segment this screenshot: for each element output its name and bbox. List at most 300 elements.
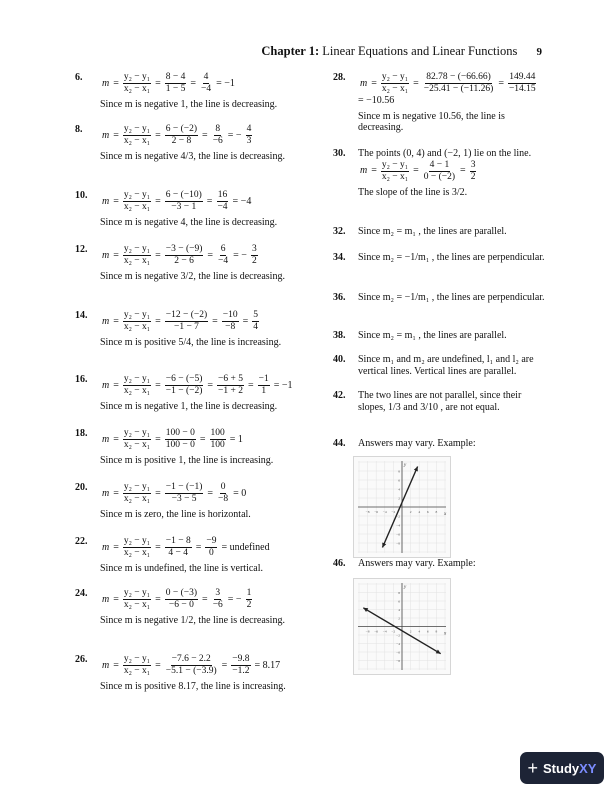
graph-46 [353, 578, 451, 675]
numerator: 149.44 [509, 72, 536, 82]
fraction [165, 190, 203, 213]
fraction [200, 72, 212, 95]
fraction [123, 654, 151, 677]
problem-number: 38. [333, 330, 346, 341]
problem-body [358, 558, 548, 570]
operator: m [102, 433, 110, 445]
explanation-text: Since m₂ = m₁ , the lines are parallel. [358, 226, 507, 237]
denominator: 2 [246, 599, 252, 610]
y-axis-label: y [404, 585, 407, 590]
equation [358, 160, 548, 183]
operator: = [212, 315, 218, 327]
equation [100, 654, 315, 677]
denominator: x₂ − x₁ [123, 493, 151, 504]
denominator: −6 [212, 135, 223, 146]
x-tick-label: −8 [365, 629, 370, 634]
x-tick-label: 4 [418, 629, 421, 634]
operator: = [190, 77, 196, 89]
operator: m [102, 593, 110, 605]
explanation-text: Since m is positive 1, the line is increasing. [100, 454, 274, 466]
operator: = [113, 659, 119, 671]
operator: = 8.17 [254, 659, 281, 671]
explanation-text: Since m is negative 1/2, the line is decreasing. [100, 614, 285, 626]
problem-number: 12. [75, 244, 88, 255]
x-tick-label: 4 [418, 510, 421, 514]
denominator: x₂ − x₁ [123, 255, 151, 266]
operator: = [155, 249, 161, 261]
explanation-text: Since m is negative 1, the line is decreasing. [100, 400, 278, 412]
equation-continuation: = −10.56 [358, 94, 395, 106]
denominator: −8 [218, 493, 229, 504]
operator: = 1 [229, 433, 243, 445]
problem-40 [333, 354, 548, 378]
problem-number: 20. [75, 482, 88, 493]
fraction [381, 72, 409, 95]
graph-44 [353, 456, 451, 558]
problem-30 [333, 148, 548, 198]
problem-body [358, 292, 548, 304]
problem-44 [333, 438, 548, 450]
equation [100, 72, 315, 95]
operator: = [113, 379, 119, 391]
numerator: y₂ − y₁ [123, 124, 151, 134]
x-tick-label: −4 [382, 510, 387, 514]
fraction [165, 428, 196, 451]
x-tick-label: 8 [435, 510, 438, 514]
operator: = [207, 487, 214, 499]
chapter-label: Chapter 1: [261, 44, 320, 58]
operator: = [413, 165, 419, 177]
fraction [216, 190, 228, 213]
problem-body [358, 148, 548, 198]
fraction [123, 482, 151, 505]
x-tick-label: 2 [409, 629, 412, 634]
problem-22 [75, 536, 315, 575]
x-tick-label: −8 [365, 510, 370, 514]
numerator: 4 − 1 [429, 159, 450, 170]
denominator: 4 [253, 321, 259, 332]
problem-number: 46. [333, 558, 346, 569]
y-tick-label: 4 [398, 608, 400, 612]
brand-text-b: XY [579, 760, 597, 776]
numerator: −7.6 − 2.2 [171, 654, 211, 664]
operator: m [102, 541, 110, 553]
fraction [217, 374, 244, 397]
explanation-text: Since m is negative 3/2, the line is decreasing. [100, 270, 285, 282]
operator: = [113, 77, 119, 89]
operator: = −1 [216, 77, 235, 89]
denominator: x₂ − x₁ [123, 385, 151, 396]
numerator: 4 [203, 72, 209, 82]
denominator: −1 − 7 [173, 321, 199, 332]
problem-number: 30. [333, 148, 346, 159]
y-tick-label: 8 [398, 469, 400, 474]
numerator: 0 [220, 482, 226, 492]
fraction [423, 160, 456, 183]
denominator: −3 − 5 [171, 493, 197, 504]
operator: m [102, 315, 110, 327]
x-tick-label: −2 [391, 629, 396, 634]
chapter-title: Linear Equations and Linear Functions [322, 44, 518, 58]
numerator: y₂ − y₁ [123, 72, 151, 82]
problem-38 [333, 330, 548, 342]
plus-icon: + [527, 757, 539, 778]
operator: = undefined [221, 541, 270, 553]
operator: m [102, 77, 110, 89]
y-tick-label: 2 [398, 616, 400, 621]
numerator: −9 [206, 536, 217, 546]
problem-number: 16. [75, 374, 88, 385]
operator: = [207, 249, 214, 261]
numerator: 1 [246, 588, 252, 598]
problem-body [358, 330, 548, 342]
problem-number: 44. [333, 438, 346, 449]
operator: = [113, 487, 119, 499]
denominator: x₂ − x₁ [381, 171, 409, 182]
numerator: −9.8 [232, 654, 250, 664]
problem-number: 8. [75, 124, 83, 135]
operator: = −4 [232, 195, 252, 207]
x-tick-label: 2 [409, 510, 412, 514]
denominator: 2 [251, 255, 257, 266]
equation [358, 72, 548, 95]
numerator: 6 − (−10) [165, 190, 202, 200]
explanation-text: Answers may vary. Example: [358, 558, 476, 569]
numerator: −3 − (−9) [165, 244, 203, 254]
operator: = [155, 379, 161, 391]
operator: = [371, 165, 377, 177]
y-tick-label: −2 [396, 514, 400, 519]
numerator: 8 [215, 124, 221, 134]
operator: = [155, 433, 161, 445]
fraction [258, 374, 270, 397]
equation [100, 190, 315, 213]
denominator: x₂ − x₁ [123, 201, 151, 212]
problem-46 [333, 558, 548, 570]
denominator: −1.2 [232, 665, 250, 676]
y-tick-label: −8 [396, 659, 400, 663]
y-tick-label: −6 [396, 532, 400, 537]
explanation-text: Since m is positive 8.17, the line is increasing. [100, 680, 286, 692]
operator: m [360, 165, 368, 177]
denominator: x₂ − x₁ [123, 83, 151, 94]
operator: = [199, 433, 206, 445]
fraction [205, 536, 217, 559]
operator: m [102, 659, 110, 671]
operator: = [207, 379, 214, 391]
denominator: x₂ − x₁ [123, 599, 151, 610]
numerator: −1 − (−1) [165, 482, 203, 492]
problem-body [358, 438, 548, 450]
problem-number: 32. [333, 226, 346, 237]
explanation-text: Since m is negative 4, the line is decreasing. [100, 216, 278, 228]
denominator: 0 − (−2) [423, 171, 456, 182]
x-tick-label: 8 [435, 629, 438, 634]
numerator: y₂ − y₁ [123, 482, 151, 492]
problem-body [358, 226, 548, 238]
denominator: 100 − 0 [165, 439, 195, 450]
denominator: 1 − 5 [165, 83, 186, 94]
numerator: 5 [253, 310, 259, 320]
operator: = [242, 315, 249, 327]
fraction [165, 374, 204, 397]
studyxy-logo[interactable] [520, 752, 604, 784]
explanation-text: Since m is undefined, the line is vertical. [100, 562, 264, 574]
numerator: 16 [217, 190, 228, 200]
problem-number: 40. [333, 354, 346, 365]
x-tick-label: 6 [426, 510, 429, 514]
explanation-text: Since m₂ = −1/m₁ , the lines are perpendicular. [358, 252, 545, 263]
problem-body [358, 252, 548, 264]
operator: = [195, 541, 202, 553]
problem-body [100, 482, 315, 521]
denominator: −25.41 − (−11.26) [423, 83, 494, 94]
explanation-text: Since m₂ = −1/m₁ , the lines are perpendicular. [358, 292, 545, 303]
fraction [165, 72, 187, 95]
fraction [470, 160, 477, 183]
x-tick-label: −6 [374, 510, 379, 514]
numerator: 4 [246, 124, 252, 134]
fraction [381, 160, 409, 183]
fraction [123, 374, 151, 397]
operator: = [155, 541, 161, 553]
numerator: 100 [210, 428, 225, 438]
problem-body [100, 244, 315, 283]
numerator: y₂ − y₁ [123, 654, 151, 664]
operator: = [113, 593, 119, 605]
operator: = [413, 77, 419, 89]
numerator: −6 − (−5) [165, 374, 203, 384]
equation [100, 374, 315, 397]
fraction [165, 588, 198, 611]
denominator: −6 [212, 599, 223, 610]
fraction [252, 310, 259, 333]
explanation-text: Since m is negative 4/3, the line is decreasing. [100, 150, 285, 162]
problem-number: 6. [75, 72, 83, 83]
numerator: y₂ − y₁ [123, 536, 151, 546]
problem-28 [333, 72, 548, 134]
equation [100, 428, 315, 451]
fraction [123, 310, 151, 333]
numerator: y₂ − y₁ [123, 244, 151, 254]
denominator: x₂ − x₁ [123, 439, 151, 450]
numerator: 82.78 − (−66.66) [426, 72, 491, 82]
problem-body [100, 654, 315, 693]
operator: = − [227, 593, 242, 605]
operator: = [460, 165, 466, 177]
operator: = [155, 195, 161, 207]
fraction [123, 588, 151, 611]
denominator: −1 + 2 [218, 385, 244, 396]
denominator: −6 − 0 [168, 599, 194, 610]
numerator: −6 + 5 [218, 374, 244, 384]
page-header [261, 44, 542, 59]
numerator: 0 − (−3) [165, 588, 198, 598]
equation [100, 588, 315, 611]
numerator: y₂ − y₁ [381, 159, 409, 170]
problem-body [358, 72, 548, 134]
numerator: y₂ − y₁ [381, 72, 409, 82]
problem-18 [75, 428, 315, 467]
operator: = [113, 433, 119, 445]
numerator: 3 [251, 244, 257, 254]
problem-body [100, 124, 315, 163]
fraction [210, 428, 226, 451]
problem-42 [333, 390, 548, 414]
operator: = [221, 659, 228, 671]
fraction [165, 124, 198, 147]
problem-14 [75, 310, 315, 349]
operator: = − [227, 129, 242, 141]
fraction [123, 72, 151, 95]
operator: m [102, 195, 110, 207]
fraction [231, 654, 250, 677]
x-tick-label: 6 [426, 629, 429, 634]
operator: = [371, 77, 377, 89]
problem-body [100, 374, 315, 413]
denominator: −8 [225, 321, 236, 332]
denominator: x₂ − x₁ [123, 547, 151, 558]
problem-intro: The points (0, 4) and (−2, 1) lie on the line. [358, 148, 532, 159]
fraction [246, 588, 253, 611]
explanation-text: The slope of the line is 3/2. [358, 186, 468, 198]
problem-body [358, 390, 548, 414]
denominator: −5.1 − (−3.9) [165, 665, 217, 676]
explanation-text: Since m is negative 10.56, the line is decreasing. [358, 110, 505, 134]
problem-number: 28. [333, 72, 346, 83]
x-tick-label: −2 [391, 510, 396, 514]
problem-number: 36. [333, 292, 346, 303]
fraction [508, 72, 537, 95]
numerator: y₂ − y₁ [123, 428, 151, 438]
fraction [212, 588, 224, 611]
denominator: −14.15 [508, 83, 536, 94]
operator: = [206, 195, 213, 207]
explanation-text: Since m is positive 5/4, the line is increasing. [100, 336, 282, 348]
operator: = [155, 659, 161, 671]
operator: m [360, 77, 368, 89]
problem-body [100, 310, 315, 349]
operator: = − [233, 249, 247, 261]
operator: = [155, 593, 161, 605]
operator: = [155, 315, 161, 327]
fraction [123, 124, 151, 147]
fraction [123, 244, 151, 267]
operator: m [102, 249, 110, 261]
equation [100, 482, 315, 505]
y-tick-label: −4 [396, 523, 400, 528]
problem-number: 14. [75, 310, 88, 321]
operator: = [113, 249, 119, 261]
denominator: 4 − 4 [168, 547, 189, 558]
operator: = [202, 129, 208, 141]
problem-26 [75, 654, 315, 693]
denominator: x₂ − x₁ [123, 665, 151, 676]
y-tick-label: 2 [398, 496, 400, 501]
problem-number: 42. [333, 390, 346, 401]
problem-number: 22. [75, 536, 88, 547]
problem-36 [333, 292, 548, 304]
numerator: y₂ − y₁ [123, 588, 151, 598]
denominator: −4 [201, 83, 212, 94]
denominator: 3 [246, 135, 252, 146]
problem-6 [75, 72, 315, 111]
fraction [165, 244, 204, 267]
fraction [246, 124, 253, 147]
x-tick-label: −4 [382, 629, 387, 634]
x-tick-label: −6 [374, 629, 379, 634]
numerator: 8 − 4 [165, 72, 186, 82]
problem-20 [75, 482, 315, 521]
brand-text-a: Study [543, 760, 580, 776]
fraction [423, 72, 495, 95]
fraction [217, 244, 229, 267]
denominator: −1 − (−2) [165, 385, 203, 396]
problem-number: 10. [75, 190, 88, 201]
y-tick-label: 8 [398, 591, 400, 595]
equation [100, 244, 315, 267]
y-tick-label: 6 [398, 478, 400, 483]
problem-number: 34. [333, 252, 346, 263]
numerator: −1 [258, 374, 269, 384]
equation [100, 536, 315, 559]
fraction [251, 244, 258, 267]
denominator: x₂ − x₁ [123, 321, 151, 332]
denominator: 2 − 8 [171, 135, 192, 146]
fraction [123, 428, 151, 451]
problem-12 [75, 244, 315, 283]
fraction [222, 310, 239, 333]
operator: = −1 [273, 379, 293, 391]
fraction [165, 654, 218, 677]
x-axis-label: x [444, 631, 447, 637]
problem-8 [75, 124, 315, 163]
operator: = [498, 77, 504, 89]
problem-16 [75, 374, 315, 413]
numerator: −12 − (−2) [165, 310, 208, 320]
denominator: 1 [261, 385, 267, 396]
denominator: x₂ − x₁ [123, 135, 151, 146]
operator: m [102, 379, 110, 391]
problem-10 [75, 190, 315, 229]
explanation-text: Since m is negative 1, the line is decreasing. [100, 98, 278, 110]
numerator: 100 − 0 [165, 428, 195, 438]
fraction [123, 190, 151, 213]
page-number: 9 [536, 46, 542, 58]
problem-number: 24. [75, 588, 88, 599]
numerator: y₂ − y₁ [123, 190, 151, 200]
equation [100, 310, 315, 333]
operator: = [155, 487, 161, 499]
y-tick-label: −4 [396, 642, 400, 646]
operator: m [102, 129, 110, 141]
problem-number: 26. [75, 654, 88, 665]
y-tick-label: 6 [398, 599, 400, 604]
operator: = [155, 77, 161, 89]
numerator: 6 [220, 244, 226, 254]
numerator: 3 [215, 588, 221, 598]
fraction [123, 536, 151, 559]
problem-34 [333, 252, 548, 264]
denominator: −4 [218, 255, 229, 266]
operator: = [113, 541, 119, 553]
denominator: −4 [217, 201, 228, 212]
explanation-text: The two lines are not parallel, since their slopes, 1/3 and 3/10 , are not equal. [358, 390, 522, 413]
equation [100, 124, 315, 147]
fraction [165, 536, 192, 559]
numerator: −10 [222, 310, 238, 320]
fraction [165, 310, 208, 333]
